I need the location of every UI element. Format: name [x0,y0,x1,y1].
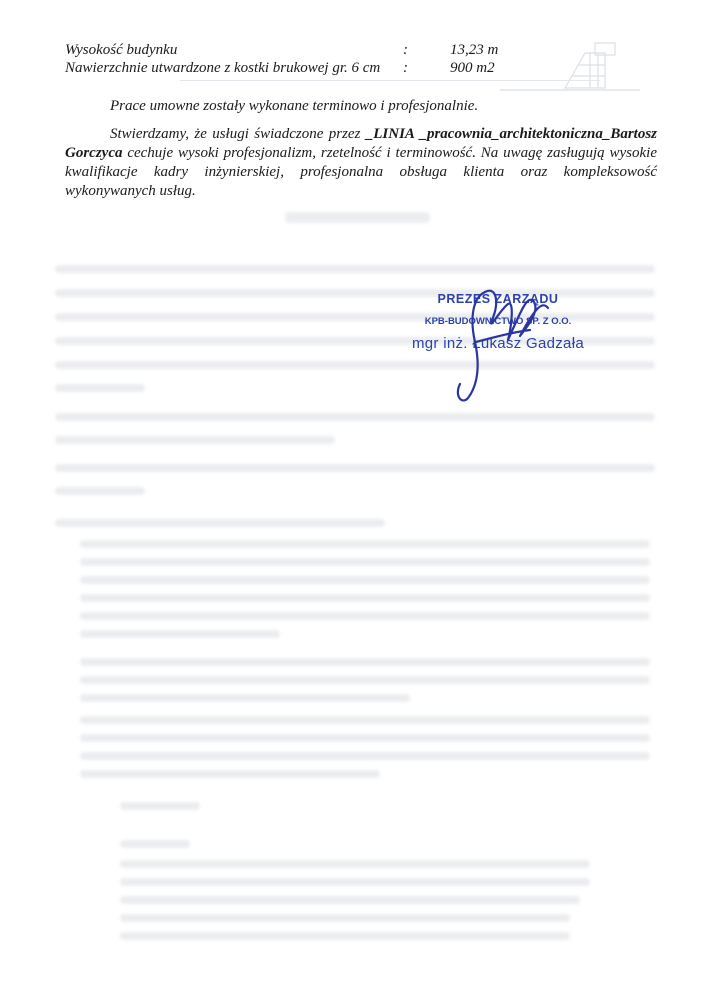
paragraph-completion [110,97,630,116]
stamp-title: PREZES ZARZĄDU [437,292,559,306]
company-name: _LINIA _pracownia_architektoniczna_Bartosz Gorczyca [65,126,657,161]
spec-separator: : [403,60,408,76]
stamp-name: mgr inż. Łukasz Gadzała [412,335,584,352]
spec-label: Wysokość budynku [65,42,178,58]
stamp-company: KPB-BUDOWNICTWO SP. Z O.O. [424,316,572,327]
paragraph-text-start: Stwierdzamy, że usługi świadczone przez [110,126,366,142]
paragraph-text-end: cechuje wysoki profesjonalizm, rzetelność i terminowość. Na uwagę zasługują wysokie kwalifikacje kadry inżynierskiej, profesjonalna obsługa klienta oraz kompleksowość wykonywanych usług. [65,145,657,199]
rule-line [180,80,600,81]
paragraph-statement [65,125,657,201]
spec-row [65,41,525,59]
spec-row [65,59,525,77]
paragraph-text: Prace umowne zostały wykonane terminowo i profesjonalnie. [110,98,479,114]
spec-separator: : [403,42,408,58]
spec-value: 13,23 m [450,42,499,58]
handwritten-signature [430,280,570,410]
spec-value: 900 m2 [450,60,495,76]
spec-label: Nawierzchnie utwardzone z kostki brukowej gr. 6 cm [65,60,381,76]
